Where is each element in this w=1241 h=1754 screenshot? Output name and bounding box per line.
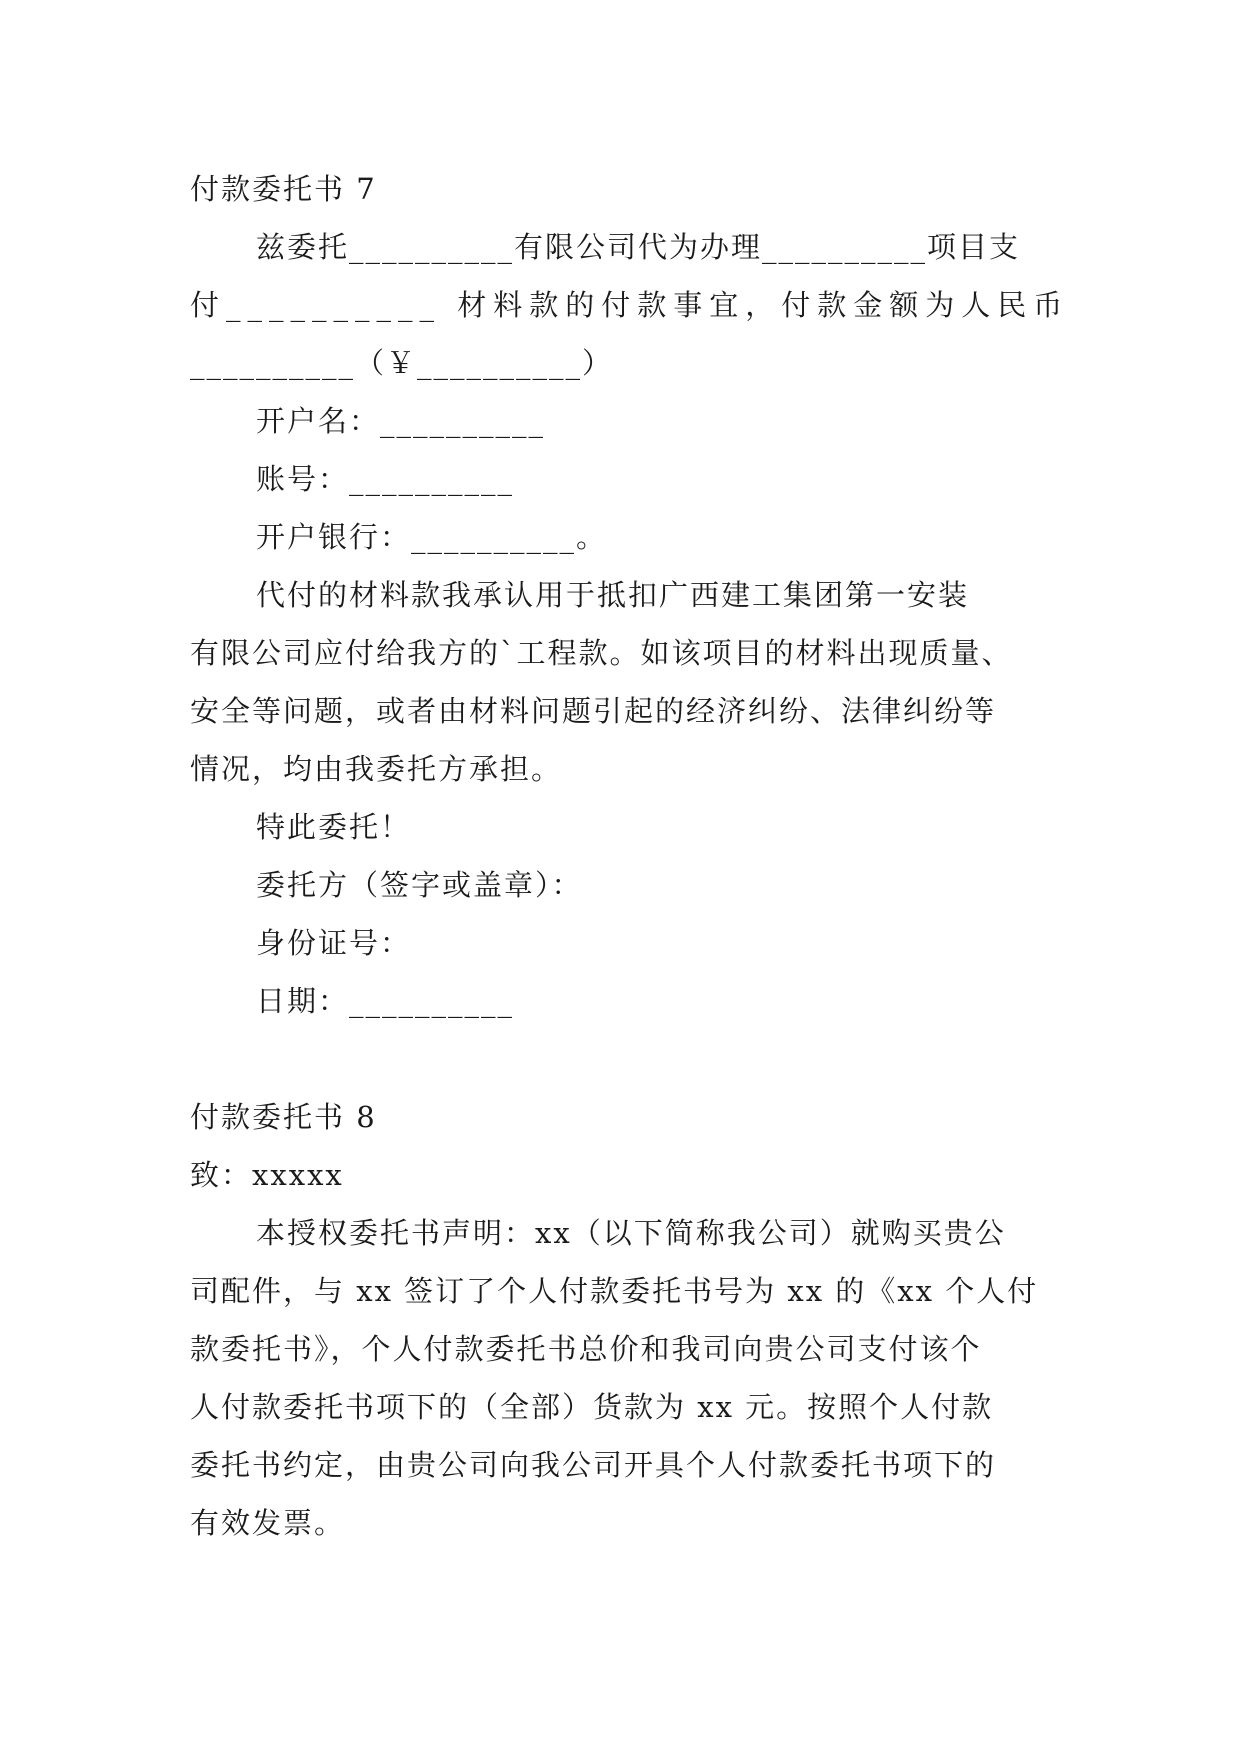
section7-para2-line1: 代付的材料款我承认用于抵扣广西建工集团第一安装 <box>256 578 970 612</box>
section8-para1-line1: 本授权委托书声明：xx（以下简称我公司）就购买贵公 <box>256 1216 1006 1250</box>
section8-para1-line3: 款委托书》，个人付款委托书总价和我司向贵公司支付该个 <box>190 1332 982 1366</box>
section7-para1-line3: __________（￥__________） <box>190 346 614 380</box>
id-number-field: 身份证号： <box>256 926 412 960</box>
account-number-field: 账号：__________ <box>256 462 515 496</box>
document-page <box>190 160 1070 1552</box>
principal-signature-field: 委托方（签字或盖章）： <box>256 868 583 902</box>
section8-para1-line5: 委托书约定，由贵公司向我公司开具个人付款委托书项下的 <box>190 1448 997 1482</box>
section7-para2-line4: 情况，均由我委托方承担。 <box>190 752 563 786</box>
date-field: 日期：__________ <box>256 984 515 1018</box>
section8-para1-line2: 司配件，与 xx 签订了个人付款委托书号为 xx 的《xx 个人付 <box>190 1274 1039 1308</box>
section7-para1-line2: 付__________ 材料款的付款事宜，付款金额为人民币 <box>190 288 1070 322</box>
section7-para1-line1: 兹委托__________有限公司代为办理__________项目支 <box>256 230 1021 264</box>
section8-para1-line4: 人付款委托书项下的（全部）货款为 xx 元。按照个人付款 <box>190 1390 994 1424</box>
section8-recipient: 致：xxxxx <box>190 1158 344 1192</box>
section7-title: 付款委托书 7 <box>190 172 377 206</box>
section8-title: 付款委托书 8 <box>190 1100 377 1134</box>
account-name-field: 开户名：__________ <box>256 404 546 438</box>
section-gap <box>190 1030 1070 1088</box>
section7-para2-line2: 有限公司应付给我方的`工程款。如该项目的材料出现质量、 <box>190 636 1013 670</box>
closing-text: 特此委托！ <box>256 810 412 844</box>
section8-para1-line6: 有效发票。 <box>190 1506 346 1540</box>
section7-para2-line3: 安全等问题，或者由材料问题引起的经济纠纷、法律纠纷等 <box>190 694 997 728</box>
bank-field: 开户银行：__________。 <box>256 520 608 554</box>
